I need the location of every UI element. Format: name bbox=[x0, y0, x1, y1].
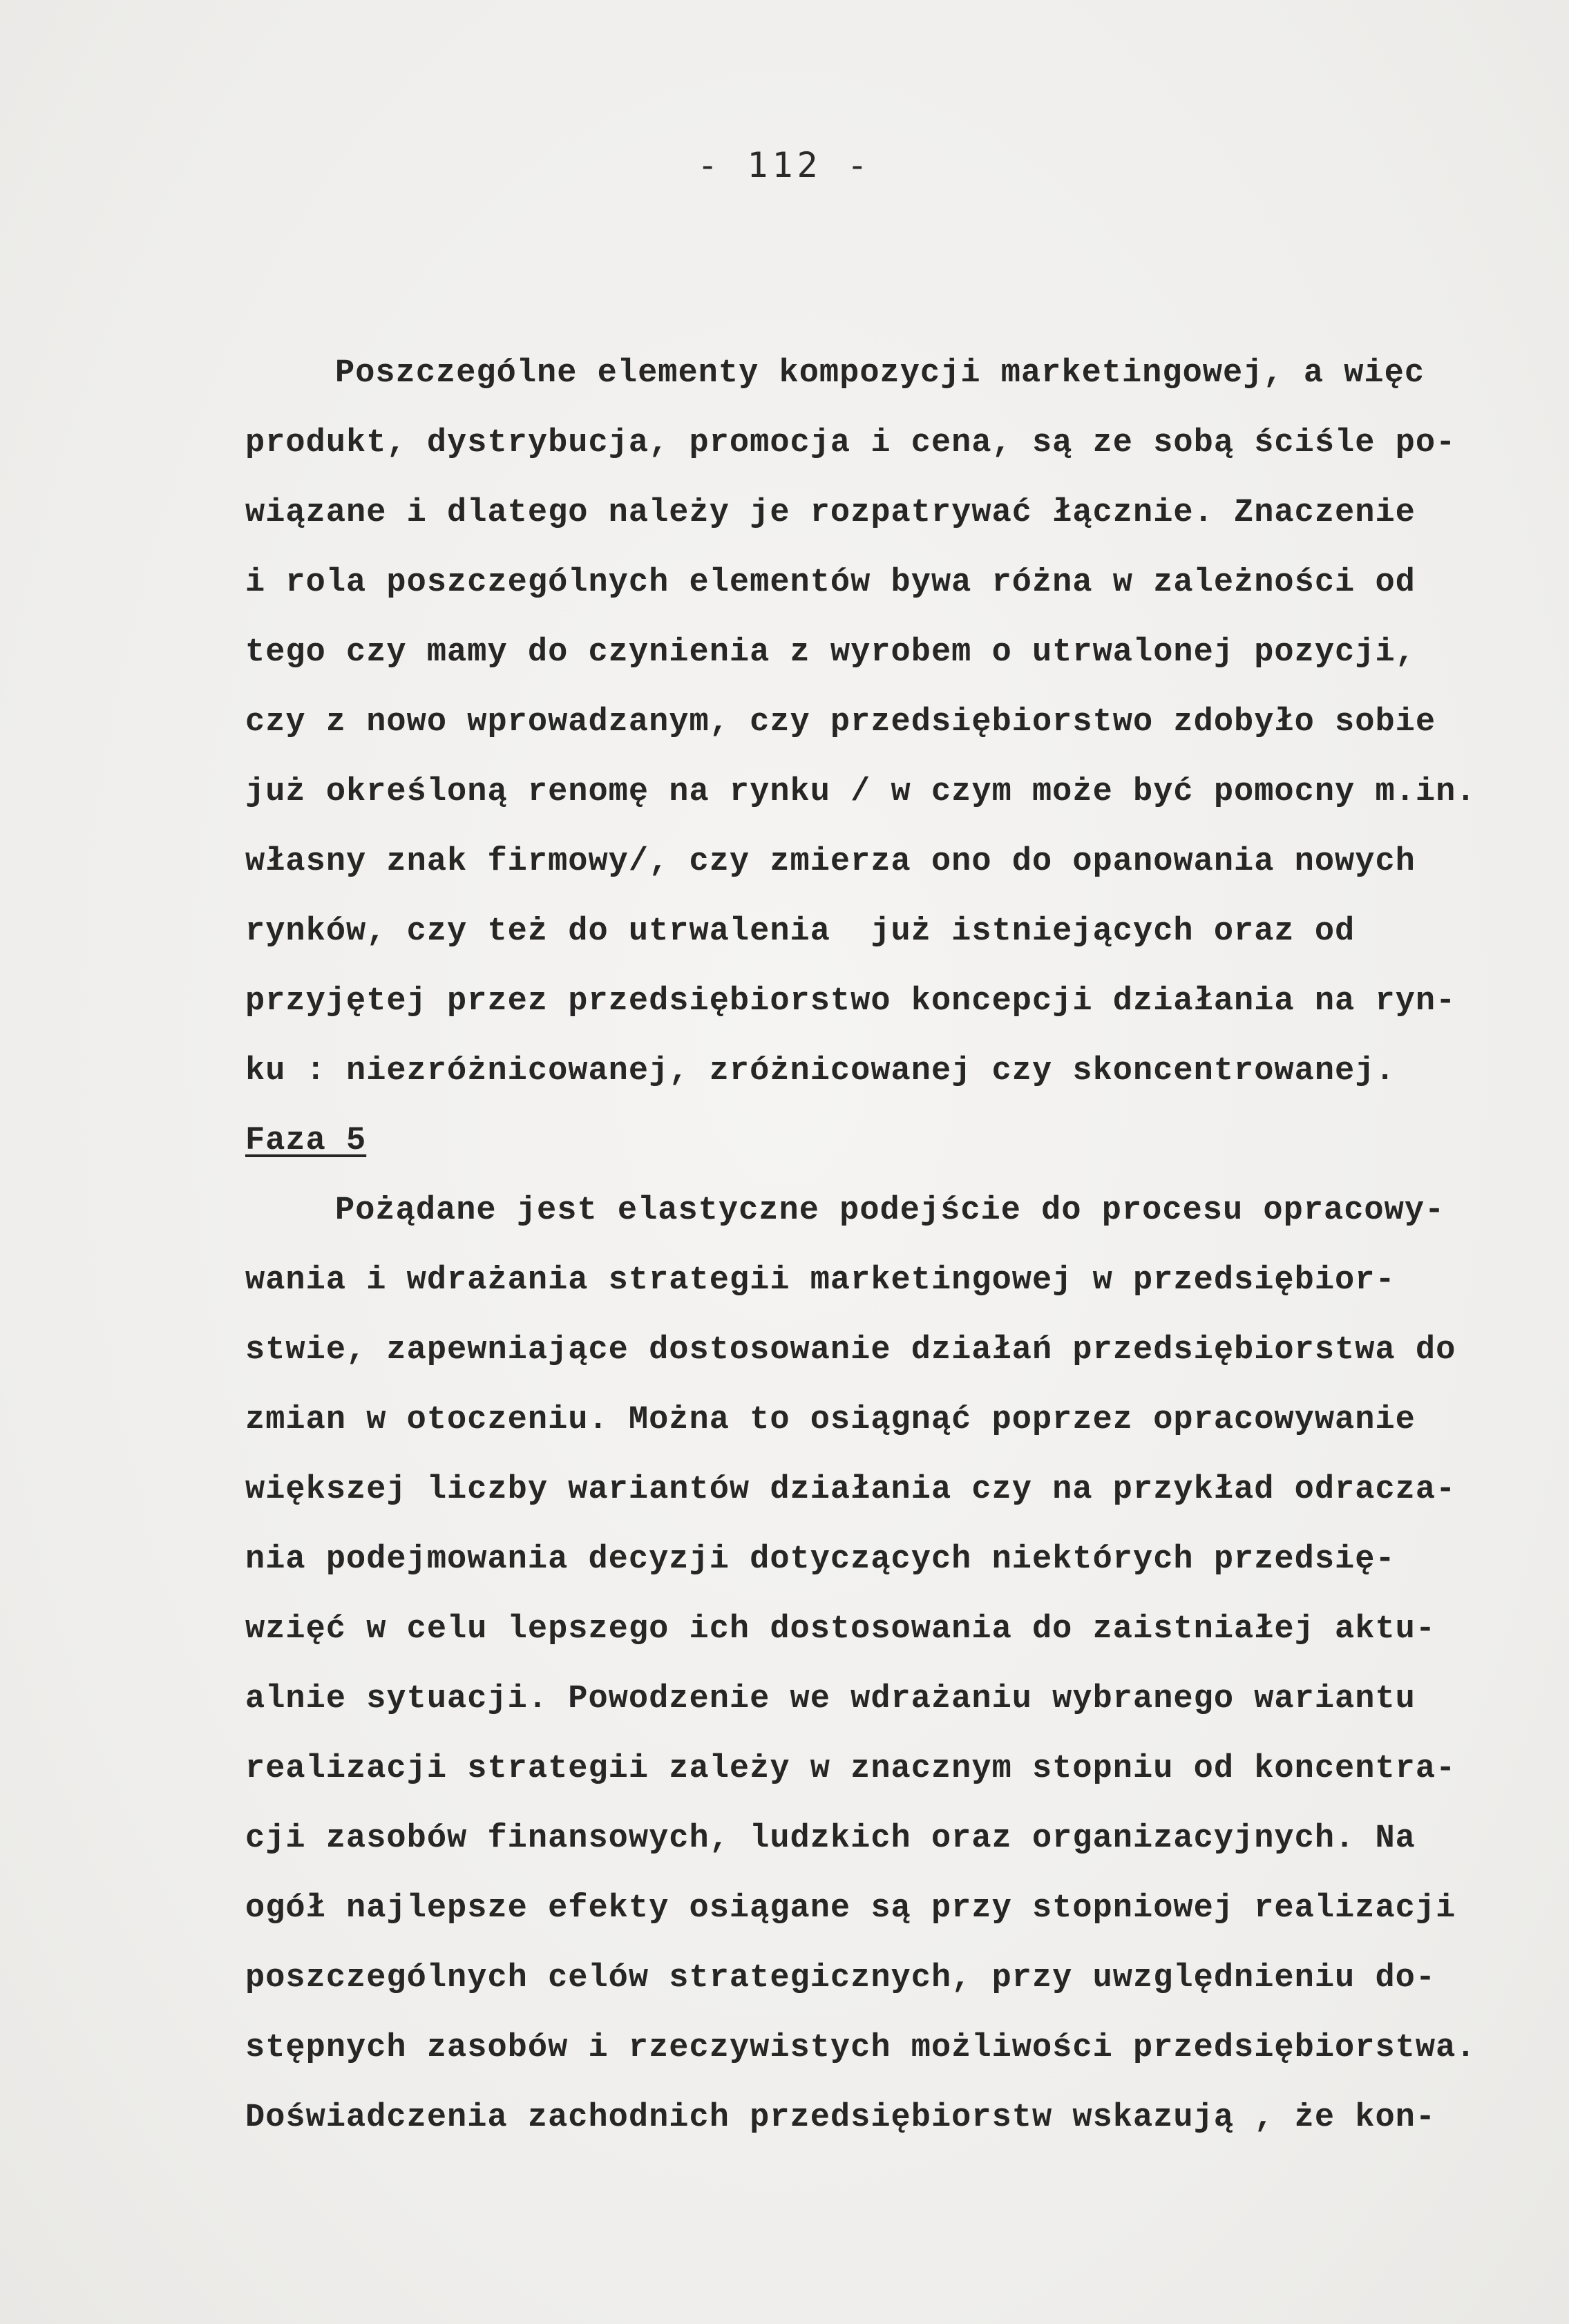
body-text bbox=[245, 339, 1558, 2153]
paragraph-line: wania i wdrażania strategii marketingowej w przedsiębior- bbox=[245, 1262, 1396, 1299]
paragraph-line: przyjętej przez przedsiębiorstwo koncepcji działania na ryn- bbox=[245, 983, 1456, 1020]
page-number: - 112 - bbox=[697, 145, 872, 185]
paragraph-line: wzięć w celu lepszego ich dostosowania do zaistniałej aktu- bbox=[245, 1611, 1436, 1648]
paragraph-line: czy z nowo wprowadzanym, czy przedsiębiorstwo zdobyło sobie bbox=[245, 704, 1436, 741]
paragraph-line: Pożądane jest elastyczne podejście do procesu opracowy- bbox=[335, 1192, 1445, 1229]
paragraph-line: realizacji strategii zależy w znacznym stopniu od koncentra- bbox=[245, 1751, 1456, 1787]
section-heading: Faza 5 bbox=[245, 1123, 367, 1159]
paragraph-line: większej liczby wariantów działania czy na przykład odracza- bbox=[245, 1471, 1456, 1508]
paragraph-line: i rola poszczególnych elementów bywa różna w zależności od bbox=[245, 564, 1416, 601]
paragraph-line: Poszczególne elementy kompozycji marketingowej, a więc bbox=[335, 355, 1425, 392]
paragraph-line: zmian w otoczeniu. Można to osiągnąć poprzez opracowywanie bbox=[245, 1402, 1416, 1438]
paragraph-line: produkt, dystrybucja, promocja i cena, są ze sobą ściśle po- bbox=[245, 425, 1456, 461]
paragraph-line: Doświadczenia zachodnich przedsiębiorstw wskazują , że kon- bbox=[245, 2099, 1436, 2136]
paragraph-line: ku : niezróżnicowanej, zróżnicowanej czy skoncentrowanej. bbox=[245, 1053, 1396, 1089]
paragraph-line: nia podejmowania decyzji dotyczących niektórych przedsię- bbox=[245, 1541, 1396, 1578]
paragraph-line: już określoną renomę na rynku / w czym może być pomocny m.in. bbox=[245, 774, 1476, 810]
paragraph-line: stępnych zasobów i rzeczywistych możliwości przedsiębiorstwa. bbox=[245, 2030, 1476, 2066]
paragraph-line: wiązane i dlatego należy je rozpatrywać łącznie. Znaczenie bbox=[245, 495, 1416, 531]
paragraph-line: poszczególnych celów strategicznych, przy uwzględnieniu do- bbox=[245, 1960, 1436, 1997]
paragraph-line: cji zasobów finansowych, ludzkich oraz organizacyjnych. Na bbox=[245, 1820, 1416, 1857]
paragraph-line: rynków, czy też do utrwalenia już istniejących oraz od bbox=[245, 913, 1356, 950]
paragraph-line: alnie sytuacji. Powodzenie we wdrażaniu wybranego wariantu bbox=[245, 1681, 1416, 1717]
paragraph-line: ogół najlepsze efekty osiągane są przy stopniowej realizacji bbox=[245, 1890, 1456, 1927]
paragraph-line: stwie, zapewniające dostosowanie działań przedsiębiorstwa do bbox=[245, 1332, 1456, 1369]
paragraph-line: własny znak firmowy/, czy zmierza ono do opanowania nowych bbox=[245, 844, 1416, 880]
paragraph-line: tego czy mamy do czynienia z wyrobem o utrwalonej pozycji, bbox=[245, 634, 1416, 671]
